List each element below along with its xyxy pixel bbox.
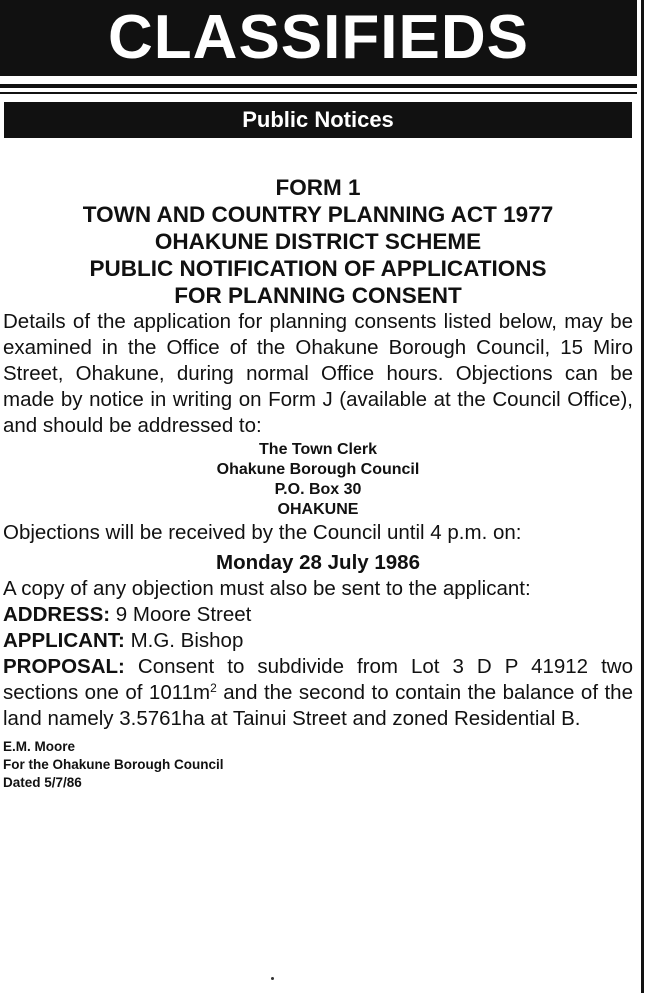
- address-line-pobox: P.O. Box 30: [274, 481, 362, 498]
- address-line-clerk: The Town Clerk: [259, 441, 377, 458]
- masthead-rule-thin: [0, 92, 637, 94]
- signature-council: For the Ohakune Borough Council: [3, 757, 224, 772]
- objection-deadline-text: Objections will be received by the Council until 4 p.m. on:: [3, 521, 522, 544]
- proposal-value-2: and the second to contain the balance of the land namely 3.5761ha at Tainui Street and zoned Residential B.: [3, 681, 633, 730]
- signature-block: [3, 738, 633, 792]
- classifieds-masthead: CLASSIFIEDS: [0, 0, 637, 76]
- notice-headings: [3, 174, 633, 309]
- applicant-field: [3, 628, 633, 654]
- notice-heading-consent: FOR PLANNING CONSENT: [174, 283, 462, 308]
- applicant-value: M.G. Bishop: [130, 629, 244, 652]
- council-address: [3, 440, 633, 520]
- signature-name: E.M. Moore: [3, 739, 76, 754]
- notice-intro: Details of the application for planning consents listed below, may be examined in the Office of the Ohakune Borough Council, 15 Miro Street, Ohakune, during normal Office hours. Objections can be made by notice in writing on Form J (available at the Council Office), and should be addressed to:: [3, 310, 633, 437]
- copy-instruction: A copy of any objection must also be sent to the applicant:: [3, 577, 531, 600]
- proposal-label: PROPOSAL:: [3, 655, 125, 678]
- objection-deadline-date: Monday 28 July 1986: [216, 551, 420, 574]
- notice-heading-form: FORM 1: [275, 175, 361, 200]
- column-rule: [641, 0, 644, 993]
- print-speck: [271, 977, 274, 980]
- address-field: [3, 602, 633, 628]
- address-line-town: OHAKUNE: [277, 501, 359, 518]
- proposal-field: [3, 654, 633, 732]
- address-label: ADDRESS:: [3, 603, 111, 626]
- signature-date: Dated 5/7/86: [3, 775, 82, 790]
- address-line-council: Ohakune Borough Council: [216, 461, 420, 478]
- applicant-label: APPLICANT:: [3, 629, 125, 652]
- masthead-rule-thick: [0, 84, 637, 88]
- proposal-value-1: Consent to subdivide from Lot 3 D P 41912 two sections one of 1011m: [3, 655, 633, 704]
- notice-heading-notification: PUBLIC NOTIFICATION OF APPLICATIONS: [89, 256, 547, 281]
- public-notices-section-bar: Public Notices: [4, 102, 632, 138]
- notice-heading-act: TOWN AND COUNTRY PLANNING ACT 1977: [82, 202, 554, 227]
- planning-notice: [3, 174, 633, 792]
- proposal-superscript: 2: [210, 681, 217, 695]
- notice-heading-scheme: OHAKUNE DISTRICT SCHEME: [154, 229, 482, 254]
- address-value: 9 Moore Street: [115, 603, 252, 626]
